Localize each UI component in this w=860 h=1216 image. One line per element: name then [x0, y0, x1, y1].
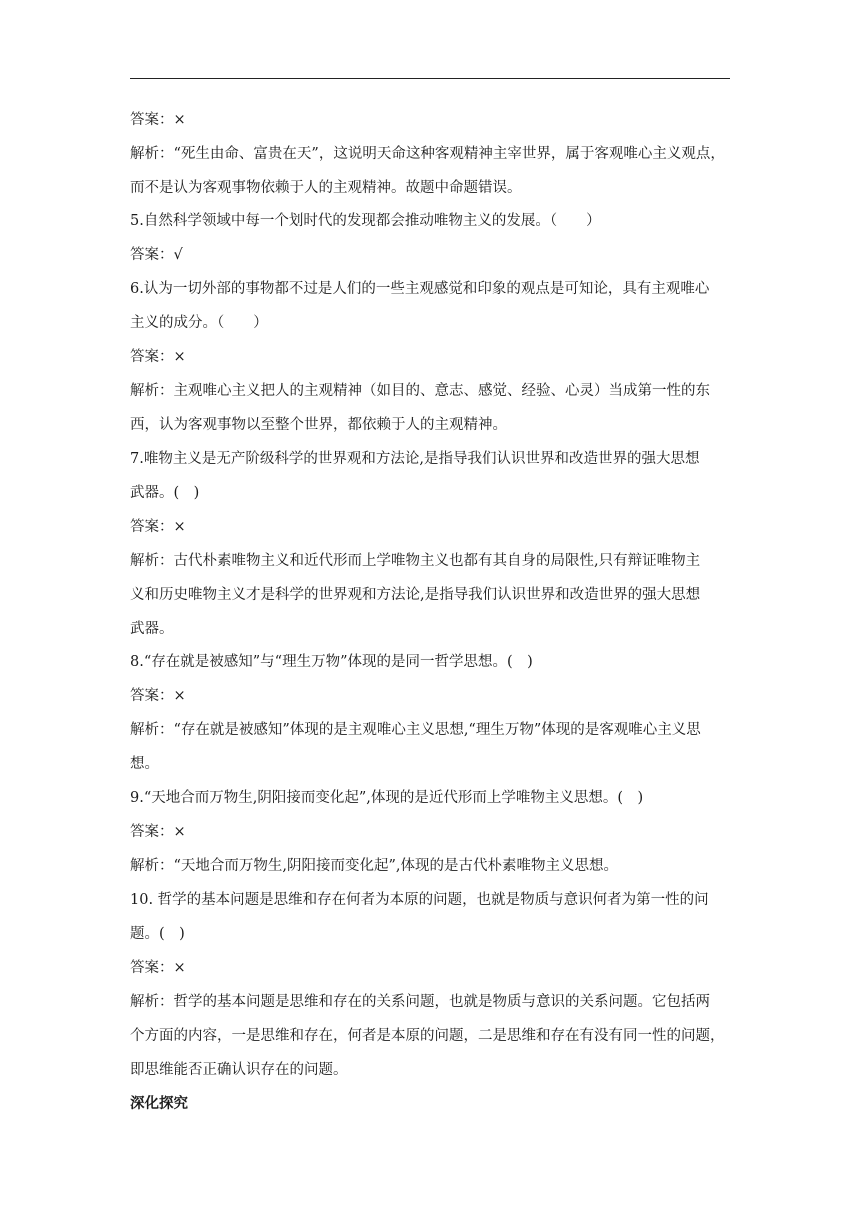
explanation-line: 西，认为客观事物以至整个世界，都依赖于人的主观精神。	[130, 417, 507, 433]
section-heading: 深化探究	[130, 1095, 188, 1112]
explanation-line: 解析：“天地合而万物生,阴阳接而变化起”,体现的是古代朴素唯物主义思想。	[130, 858, 619, 874]
explanation-line: 而不是认为客观事物依赖于人的主观精神。故题中命题错误。	[130, 180, 522, 196]
question-line: 主义的成分。（ ）	[130, 315, 268, 331]
explanation-line: 解析：“存在就是被感知”体现的是主观唯心主义思想,“理生万物”体现的是客观唯心主义思	[130, 722, 701, 738]
answer-line: 答案：×	[130, 824, 186, 840]
question-line: 9.“天地合而万物生,阴阳接而变化起”,体现的是近代形而上学唯物主义思想。( )	[130, 790, 644, 806]
explanation-line: 个方面的内容，一是思维和存在，何者是本原的问题，二是思维和存在有没有同一性的问题，	[130, 1028, 725, 1044]
explanation-line: 想。	[130, 756, 159, 772]
explanation-line: 解析：主观唯心主义把人的主观精神（如目的、意志、感觉、经验、心灵）当成第一性的东	[130, 383, 710, 399]
question-line: 8.“存在就是被感知”与“理生万物”体现的是同一哲学思想。( )	[130, 654, 533, 670]
question-line: 题。( )	[130, 926, 185, 942]
explanation-line: 义和历史唯物主义才是科学的世界观和方法论,是指导我们认识世界和改造世界的强大思想	[130, 587, 701, 603]
question-line: 7.唯物主义是无产阶级科学的世界观和方法论,是指导我们认识世界和改造世界的强大思想	[130, 451, 700, 467]
answer-line: 答案：×	[130, 519, 186, 535]
explanation-line: 解析：古代朴素唯物主义和近代形而上学唯物主义也都有其自身的局限性,只有辩证唯物主	[130, 553, 701, 569]
explanation-line: 解析：“死生由命、富贵在天”，这说明天命这种客观精神主宰世界，属于客观唯心主义观点，	[130, 146, 725, 162]
question-line: 6.认为一切外部的事物都不过是人们的一些主观感觉和印象的观点是可知论，具有主观唯心	[130, 281, 710, 297]
answer-line: 答案：×	[130, 349, 186, 365]
question-line: 5.自然科学领域中每一个划时代的发现都会推动唯物主义的发展。（ ）	[130, 213, 601, 229]
explanation-line: 即思维能否正确认识存在的问题。	[130, 1062, 348, 1078]
answer-line: 答案：×	[130, 960, 186, 976]
header-rule	[130, 78, 730, 79]
explanation-line: 解析：哲学的基本问题是思维和存在的关系问题，也就是物质与意识的关系问题。它包括两	[130, 994, 710, 1010]
question-line: 武器。( )	[130, 485, 200, 501]
answer-line: 答案：×	[130, 112, 186, 128]
explanation-line: 武器。	[130, 621, 174, 637]
question-line: 10. 哲学的基本问题是思维和存在何者为本原的问题，也就是物质与意识何者为第一性的问	[130, 892, 709, 908]
answer-line: 答案：×	[130, 688, 186, 704]
answer-line: 答案：√	[130, 247, 183, 263]
